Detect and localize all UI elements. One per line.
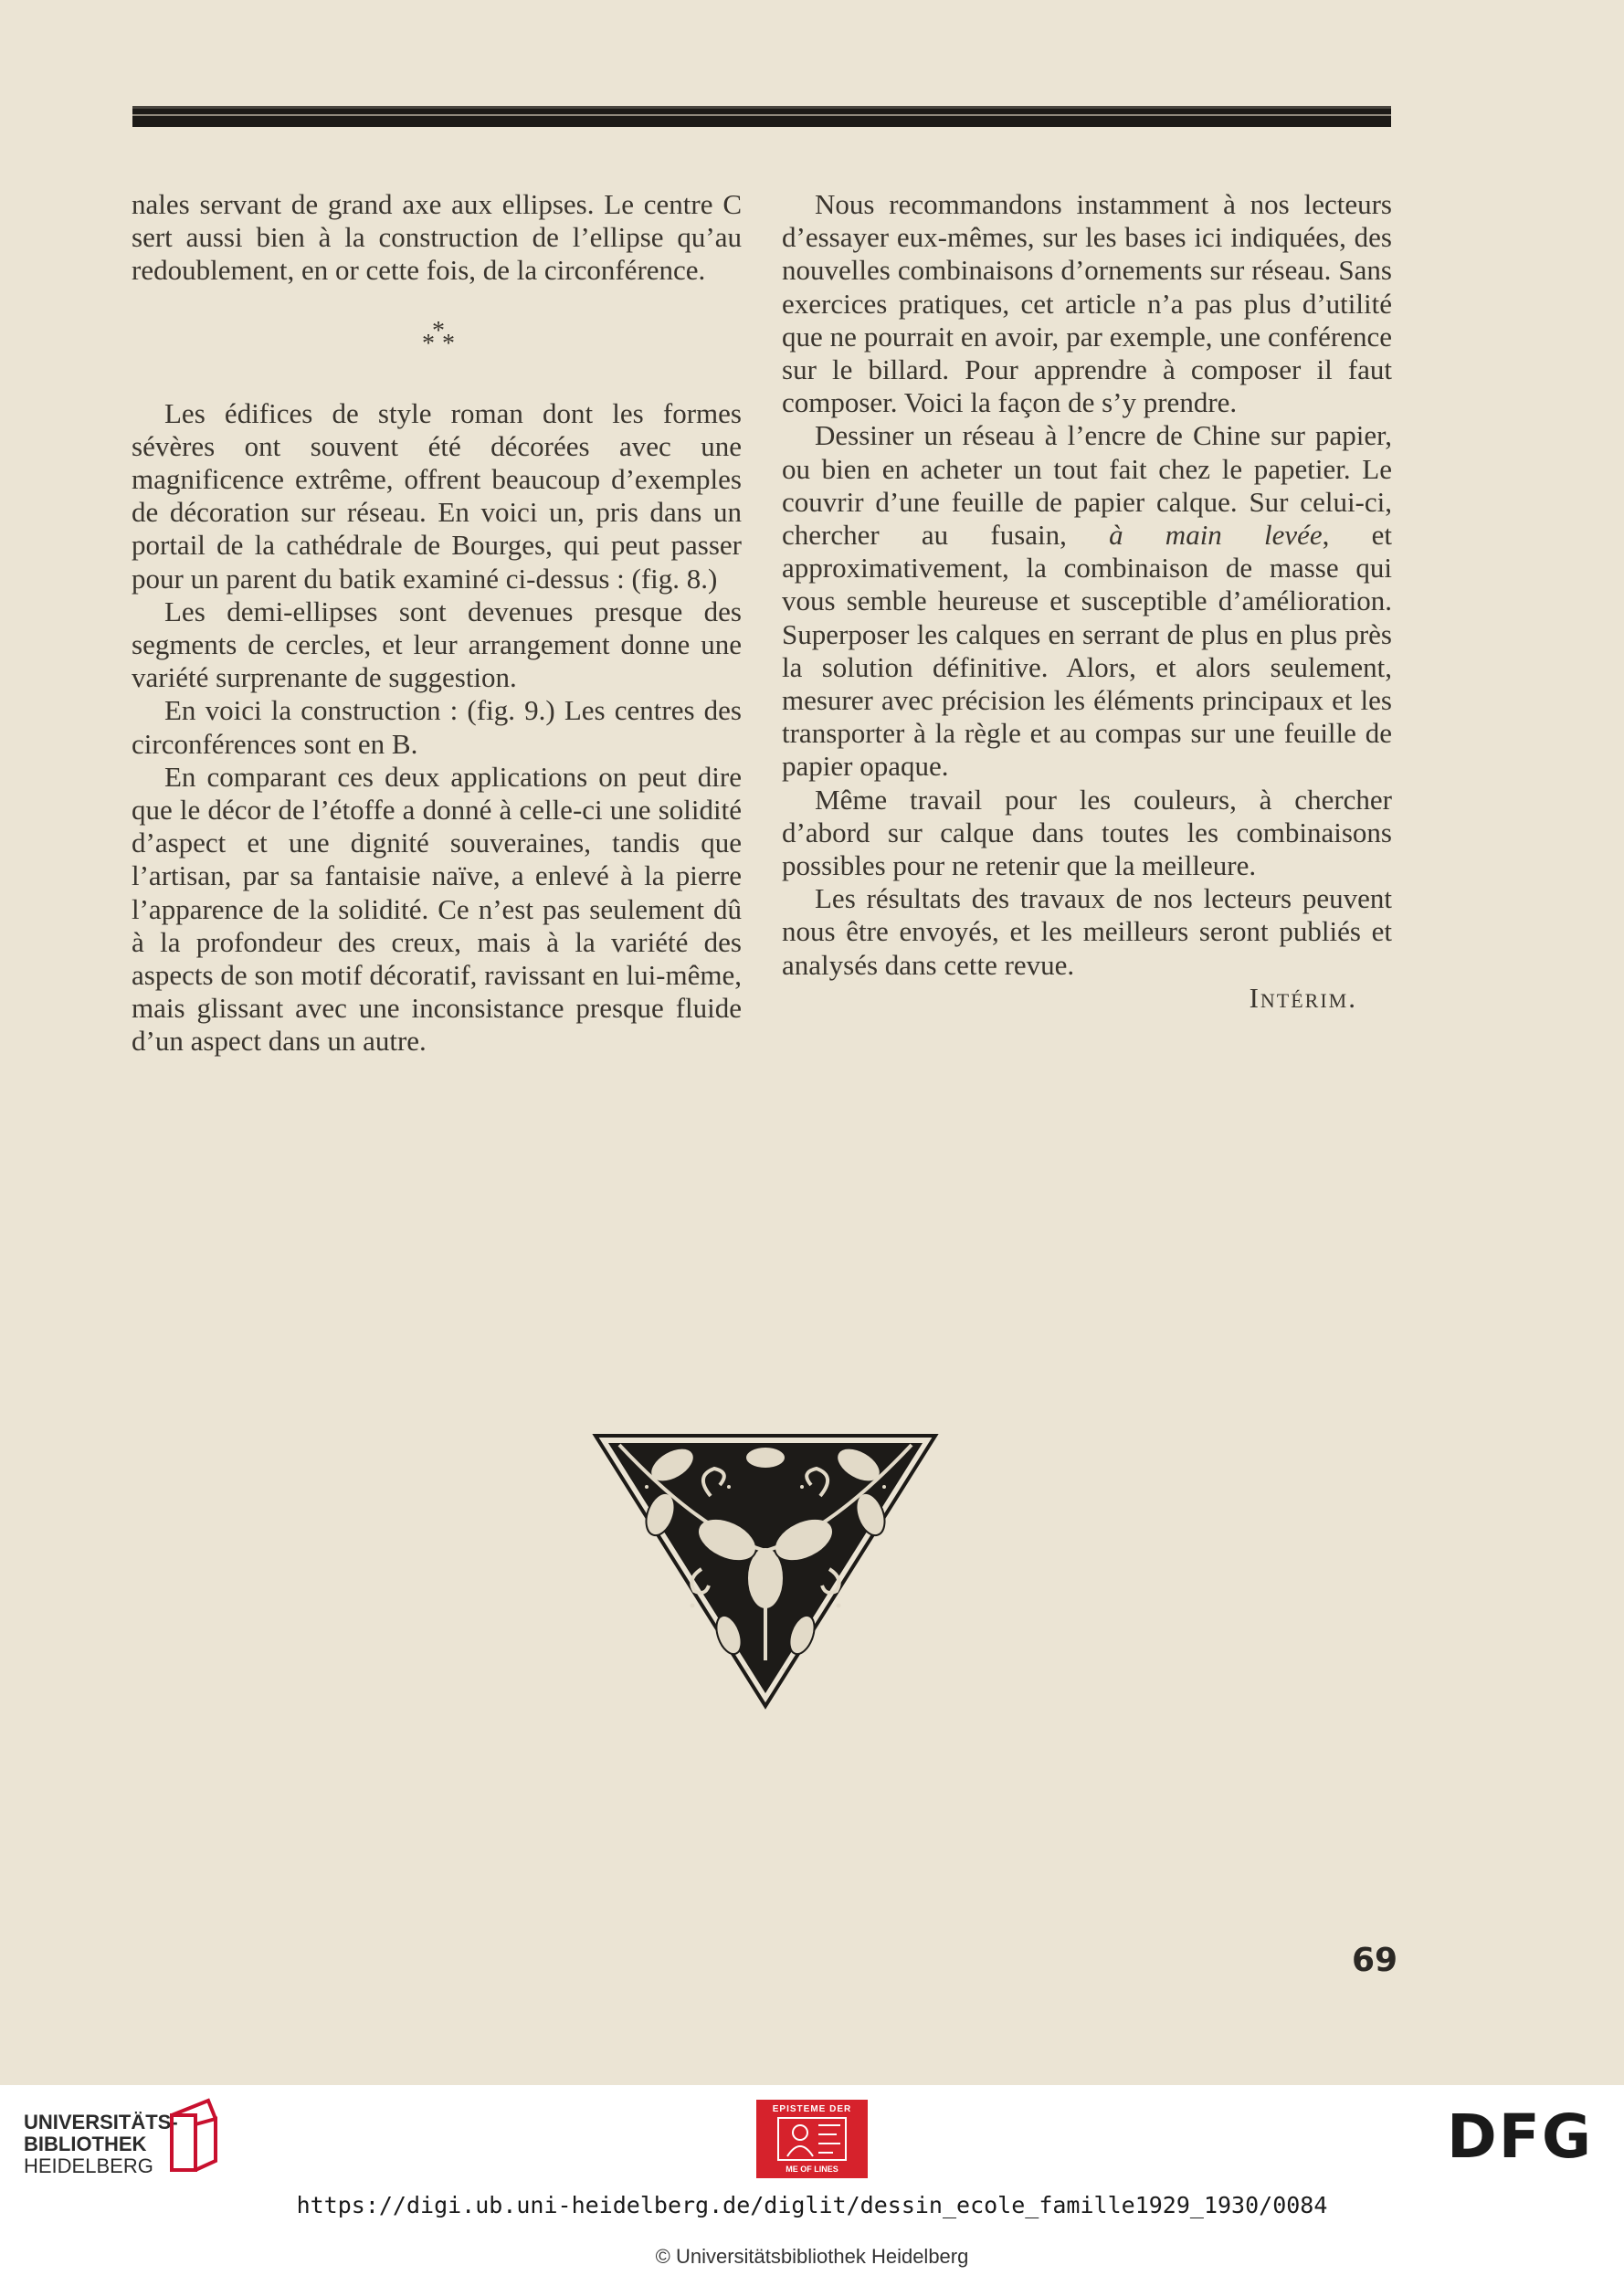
library-name-line: BIBLIOTHEK bbox=[24, 2133, 147, 2155]
asterism-star: * bbox=[442, 329, 455, 358]
right-column bbox=[782, 188, 1392, 1015]
header-rule bbox=[132, 106, 1391, 127]
asterism bbox=[132, 288, 742, 397]
copyright-notice: © Universitätsbibliothek Heidelberg bbox=[655, 2245, 969, 2268]
author-signature: Intérim. bbox=[1249, 981, 1357, 1014]
permalink-url[interactable]: https://digi.ub.uni-heidelberg.de/diglit/dessin_ecole_famille1929_1930/0084 bbox=[296, 2192, 1328, 2218]
text-run: , et approximativement, la combinaison de masse qui vous semble heureuse et susceptible d’amélioration. Superposer les calques en serrant de plus en plus près la solution définitive. Alors, et alors seulement, mesurer avec précision les éléments principaux et les transporter à la règle et au compas sur une feuille de papier opaque. bbox=[782, 519, 1393, 783]
paragraph: nales servant de grand axe aux ellipses. Le centre C sert aussi bien à la construction de l’ellipse qu’au redoublement, en or cette fois, de la circonférence. bbox=[132, 188, 742, 287]
episteme-figure-icon bbox=[776, 2116, 848, 2162]
left-column bbox=[132, 188, 742, 1059]
library-logo-icon bbox=[161, 2097, 225, 2174]
episteme-logo-bottom-text: ME OF LINES bbox=[786, 2165, 838, 2174]
paragraph: En comparant ces deux applications on peut dire que le décor de l’étoffe a donné à celle-ci une solidité d’aspect et une dignité souveraines, tandis que l’artisan, par sa fantaisie naïve, a enlevé à la pierre l’apparence de la solidité. Ce n’est pas seulement dû à la profondeur des creux, mais à la variété des aspects de son motif décoratif, ravissant en lui-même, mais glissant avec une inconsistance presque fluide d’un aspect dans un autre. bbox=[132, 760, 742, 1058]
paragraph: Les édifices de style roman dont les formes sévères ont souvent été décorées avec une magnificence extrême, offrent beaucoup d’exemples de décoration sur réseau. En voici un, pris dans un portail de la cathédrale de Bourges, qui peut passer pour un parent du batik examiné ci-dessus : (fig. 8.) bbox=[132, 396, 742, 595]
text-run: Dessiner un réseau à l’encre de Chine sur papier, ou bien en acheter un tout fait chez le papetier. Le couvrir d’une feuille de papier calque. Sur celui-ci, chercher au fusain, bbox=[782, 419, 1392, 552]
asterism-star: * bbox=[422, 329, 435, 358]
paragraph: Nous recommandons instamment à nos lecteurs d’essayer eux-mêmes, sur les bases ici indiquées, des nouvelles combinaisons d’ornements sur réseau. Sans exercices pratiques, cet article n’a pas plus d’utilité que ne pourrait en avoir, par exemple, une conférence sur le billard. Pour apprendre à composer il faut composer. Voici la façon de s’y prendre. bbox=[782, 188, 1392, 419]
paragraph: En voici la construction : (fig. 9.) Les centres des circonférences sont en B. bbox=[132, 694, 742, 760]
triangle-leaf-ornament bbox=[592, 1432, 939, 1711]
italic-text: à main levée bbox=[1109, 519, 1323, 552]
library-name-line: UNIVERSITÄTS- bbox=[24, 2111, 178, 2133]
library-city-line: HEIDELBERG bbox=[24, 2154, 153, 2177]
paragraph bbox=[782, 419, 1392, 783]
page-number: 69 bbox=[1352, 1942, 1398, 1979]
episteme-logo-top-text: EPISTEME DER bbox=[772, 2104, 852, 2114]
dfg-logo[interactable]: DFG bbox=[1447, 2102, 1594, 2172]
paragraph: Les résultats des travaux de nos lecteurs peuvent nous être envoyés, et les meilleurs seront publiés et analysés dans cette revue. bbox=[782, 882, 1392, 981]
episteme-logo[interactable] bbox=[756, 2100, 868, 2178]
asterism-star: * bbox=[432, 316, 445, 345]
library-logo-text[interactable] bbox=[24, 2112, 178, 2177]
paragraph: Même travail pour les couleurs, à chercher d’abord sur calque dans toutes les combinaisons possibles pour ne retenir que la meilleure. bbox=[782, 783, 1392, 882]
paragraph: Les demi-ellipses sont devenues presque des segments de cercles, et leur arrangement donne une variété surprenante de suggestion. bbox=[132, 595, 742, 694]
